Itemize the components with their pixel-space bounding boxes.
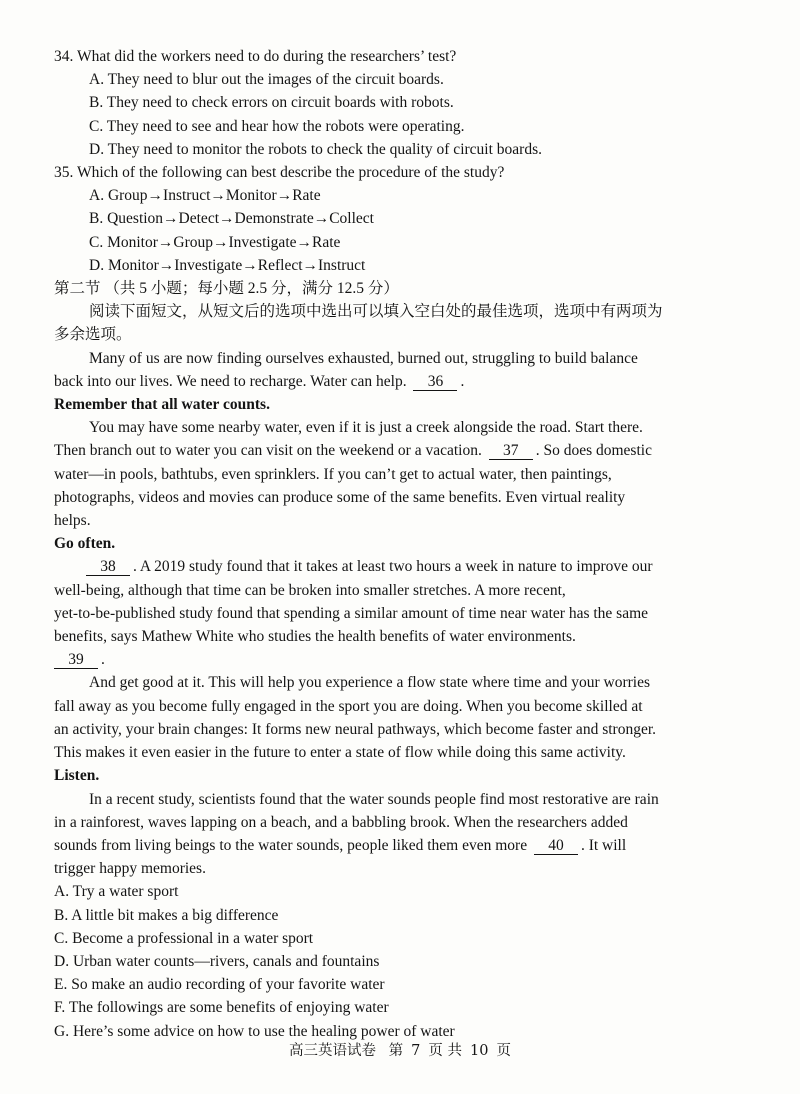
passage-intro-line-2: back into our lives. We need to recharge. Water can help. 36 . — [54, 372, 465, 390]
para4-text-cont: . It will — [580, 836, 627, 854]
choice-d: D. Urban water counts—rivers, canals and fountains — [54, 952, 380, 970]
para4-text: sounds from living beings to the water sounds, people liked them even more — [54, 836, 528, 854]
blank-39: 39 — [54, 651, 98, 669]
blank-36: 36 — [413, 373, 457, 391]
choice-e: E. So make an audio recording of your favorite water — [54, 976, 385, 994]
choice-b: B. A little bit makes a big difference — [54, 906, 279, 924]
question-35 — [54, 161, 744, 277]
para1-line-4: photographs, videos and movies can produce some of the same benefits. Even virtual reality — [54, 488, 626, 506]
passage-intro-line-1: Many of us are now finding ourselves exhausted, burned out, struggling to build balance — [89, 349, 638, 367]
para1-line-3: water—in pools, bathtubs, even sprinklers. If you can’t get to actual water, then paintings, — [54, 465, 612, 483]
option-d: D. They need to monitor the robots to check the quality of circuit boards. — [89, 140, 542, 158]
footer-page-number: 7 — [411, 1043, 421, 1059]
choice-f: F. The followings are some benefits of enjoying water — [54, 999, 389, 1017]
para3-line-4: This makes it even easier in the future to enter a state of flow while doing this same activity. — [54, 744, 626, 762]
page-footer — [0, 1040, 800, 1063]
para4-line-2: in a rainforest, waves lapping on a beach, and a babbling brook. When the researchers added — [54, 813, 628, 831]
choice-c: C. Become a professional in a water sport — [54, 929, 314, 947]
para2-line-1 — [54, 555, 744, 578]
para2-line-2: well-being, although that time can be broken into smaller stretches. A more recent, — [54, 581, 566, 599]
footer-title: 高三英语试卷 — [289, 1043, 377, 1059]
subheading-water-counts: Remember that all water counts. — [54, 396, 270, 414]
footer-page-mid: 页 共 — [428, 1043, 462, 1059]
para1-line-1: You may have some nearby water, even if it is just a creek alongside the road. Start there. — [89, 419, 643, 437]
para4-line-4: trigger happy memories. — [54, 860, 206, 878]
option-c: C. They need to see and hear how the robots were operating. — [89, 117, 465, 135]
option-b: B. They need to check errors on circuit boards with robots. — [89, 94, 454, 112]
question-34 — [54, 45, 744, 161]
blank-39-line: 39 . — [54, 648, 744, 671]
para1-line-2 — [54, 439, 744, 462]
choice-g: G. Here’s some advice on how to use the healing power of water — [54, 1022, 455, 1040]
para2-line-3: yet-to-be-published study found that spending a similar amount of time near water has the same — [54, 604, 649, 622]
intro-text: back into our lives. We need to recharge. Water can help. — [54, 372, 407, 390]
question-stem: 35. Which of the following can best describe the procedure of the study? — [54, 164, 505, 182]
para4-line-1: In a recent study, scientists found that the water sounds people find most restorative are rain — [89, 790, 659, 808]
para4-line-3 — [54, 834, 744, 857]
blank-38: 38 — [86, 558, 130, 576]
para2-text: . A 2019 study found that it takes at least two hours a week in nature to improve our — [133, 558, 653, 576]
section-instruction: 阅读下面短文，从短文后的选项中选出可以填入空白处的最佳选项，选项中有两项为 — [89, 303, 663, 321]
page-content — [54, 45, 744, 1043]
footer-page-prefix: 第 — [388, 1043, 404, 1059]
option-c: C. Monitor→Group→Investigate→Rate — [89, 233, 341, 251]
subheading-go-often: Go often. — [54, 535, 116, 553]
para1-text: Then branch out to water you can visit on the weekend or a vacation. — [54, 442, 482, 460]
subheading-listen: Listen. — [54, 767, 100, 785]
para3-line-2: fall away as you become fully engaged in the sport you are doing. When you become skilled at — [54, 697, 643, 715]
choice-list — [54, 880, 744, 1042]
choice-a: A. Try a water sport — [54, 883, 179, 901]
blank-37: 37 — [489, 442, 533, 460]
option-d: D. Monitor→Investigate→Reflect→Instruct — [89, 256, 366, 274]
section-instruction-cont: 多余选项。 — [54, 326, 132, 344]
question-stem: 34. What did the workers need to do during the researchers’ test? — [54, 48, 457, 65]
section-header: 第二节 （共 5 小题；每小题 2.5 分，满分 12.5 分） — [54, 280, 399, 298]
para1-text-cont: . So does domestic — [535, 442, 652, 460]
para1-line-5: helps. — [54, 512, 91, 530]
footer-page-suffix: 页 — [496, 1043, 511, 1059]
blank-40: 40 — [534, 837, 578, 855]
option-a: A. Group→Instruct→Monitor→Rate — [89, 187, 321, 205]
para3-line-1: And get good at it. This will help you experience a flow state where time and your worries — [89, 674, 651, 692]
option-a: A. They need to blur out the images of the circuit boards. — [89, 71, 444, 89]
footer-total-pages: 10 — [470, 1043, 489, 1059]
option-b: B. Question→Detect→Demonstrate→Collect — [89, 210, 374, 228]
para3-line-3: an activity, your brain changes: It forms new neural pathways, which become faster and stronger. — [54, 720, 657, 738]
para2-line-4: benefits, says Mathew White who studies the health benefits of water environments. — [54, 628, 576, 646]
